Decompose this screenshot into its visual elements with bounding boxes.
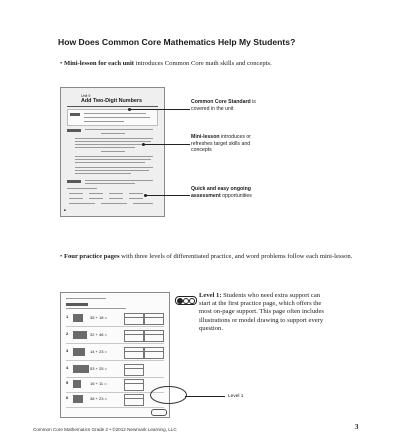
standard-callout-bold: Common Core Standard: [191, 99, 251, 105]
standard-callout: [191, 99, 271, 112]
level-leader-line: [185, 396, 225, 397]
level-one-text: Students who need extra support can start at the first practice page, which offers the most on-page support. This page often includes illustrations or model drawing to support every question.: [199, 292, 324, 332]
thumb-standard-box: [67, 109, 158, 126]
lesson-page-thumbnail: Unit 9 Add Two-Digit Numbers ■: [60, 87, 165, 217]
bullet-mark: •: [60, 253, 63, 260]
standard-leader-dot: [128, 108, 131, 111]
footer-text: Common Core Mathematics Grade 2 • ©2012 Newmark Learning, LLC: [33, 427, 177, 432]
worksheet-row: 4 53 + 25 =: [66, 363, 164, 378]
minilesson-leader-dot: [142, 143, 145, 146]
assessment-leader-line: [146, 195, 190, 196]
minilesson-heading-bold: Mini-lesson for each unit: [63, 60, 134, 67]
level-one-icon: [175, 296, 197, 305]
bullet-mark: •: [60, 60, 63, 67]
minilesson-leader-line: [144, 144, 190, 145]
worksheet-row: 2 32 + 46 =: [66, 329, 164, 344]
level-one-description: [199, 292, 329, 333]
assessment-callout: [191, 186, 271, 199]
assessment-leader-dot: [144, 194, 147, 197]
practice-heading-rest: with three levels of differentiated practice, and word problems follow each mini-lesson.: [119, 253, 353, 260]
level-highlight-oval: [150, 386, 187, 404]
minilesson-bullet: [60, 60, 360, 68]
thumb-level-icon: [151, 409, 167, 416]
thumb-title-rule: [67, 106, 158, 107]
worksheet-row: 1 35 + 18 =: [66, 312, 164, 327]
assessment-callout-bold: Quick and easy ongoing assessment: [191, 186, 251, 199]
worksheet-row: 6 38 + 23 =: [66, 393, 164, 408]
minilesson-callout-rest: introduces or refreshes target skills and concepts: [191, 134, 251, 154]
level-one-label: Level 1:: [199, 292, 222, 299]
minilesson-callout: [191, 134, 271, 154]
page-number: 3: [355, 424, 359, 431]
thumb-unit-label: Unit 9: [81, 94, 91, 98]
assessment-callout-rest: opportunities: [220, 192, 252, 199]
practice-heading-bold: Four practice pages: [63, 253, 120, 260]
practice-bullet: [60, 253, 380, 261]
page-title: How Does Common Core Mathematics Help My Students?: [58, 37, 296, 47]
standard-leader-line: [130, 109, 190, 110]
level-caption: Level 1: [228, 394, 244, 399]
thumb-lesson-title: Add Two-Digit Numbers: [81, 98, 142, 104]
worksheet-row: 3 14 + 23 =: [66, 346, 164, 361]
minilesson-heading-rest: introduces Common Core math skills and concepts.: [134, 60, 272, 67]
standard-callout-rest: is covered in the unit: [191, 99, 256, 112]
empty-circle-icon: [189, 298, 195, 304]
worksheet-row: 5 16 + 11 =: [66, 378, 164, 393]
minilesson-callout-bold: Mini-lesson: [191, 134, 220, 140]
